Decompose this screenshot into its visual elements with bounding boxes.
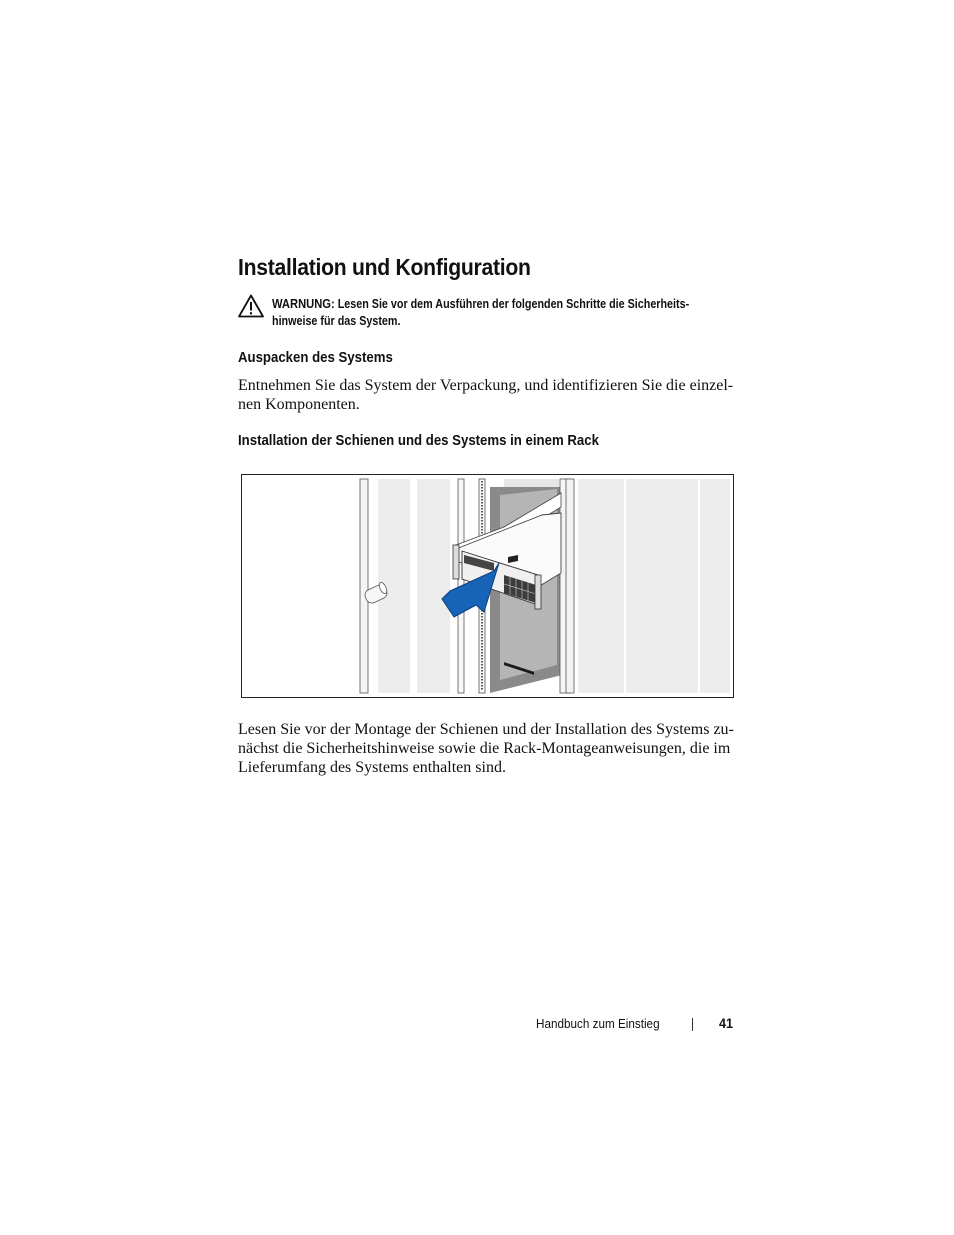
page-number: 41 [719,1015,734,1031]
rack-installation-figure [241,474,734,698]
footer-title: Handbuch zum Einstieg [536,1016,660,1031]
warning-text [272,295,711,330]
section-heading-unpacking: Auspacken des Systems [238,349,393,366]
paragraph-unpacking [238,376,738,414]
section-heading-rack-installation: Installation der Schienen und des Systems in einem Rack [238,432,599,449]
paragraph-line: Lesen Sie vor der Montage der Schienen und der Installation des Systems zu- [238,721,734,738]
paragraph-rack-installation [238,720,738,777]
warning-text-line1: Lesen Sie vor dem Ausführen der folgenden Schritte die Sicherheits- [337,297,690,311]
warning-triangle-icon [238,294,264,318]
paragraph-line: nen Komponenten. [238,396,360,413]
paragraph-line: Entnehmen Sie das System der Verpackung, und identifizieren Sie die einzel- [238,377,734,394]
chapter-title: Installation und Konfiguration [238,254,531,280]
warning-text-line2: hinweise für das System. [272,314,401,328]
footer-separator [692,1018,693,1031]
paragraph-line: nächst die Sicherheitshinweise sowie die Rack-Montageanweisungen, die im [238,740,731,757]
warning-label: WARNUNG: [272,296,335,311]
server-rack-install-illustration [242,475,733,697]
paragraph-line: Lieferumfang des Systems enthalten sind. [238,759,506,776]
